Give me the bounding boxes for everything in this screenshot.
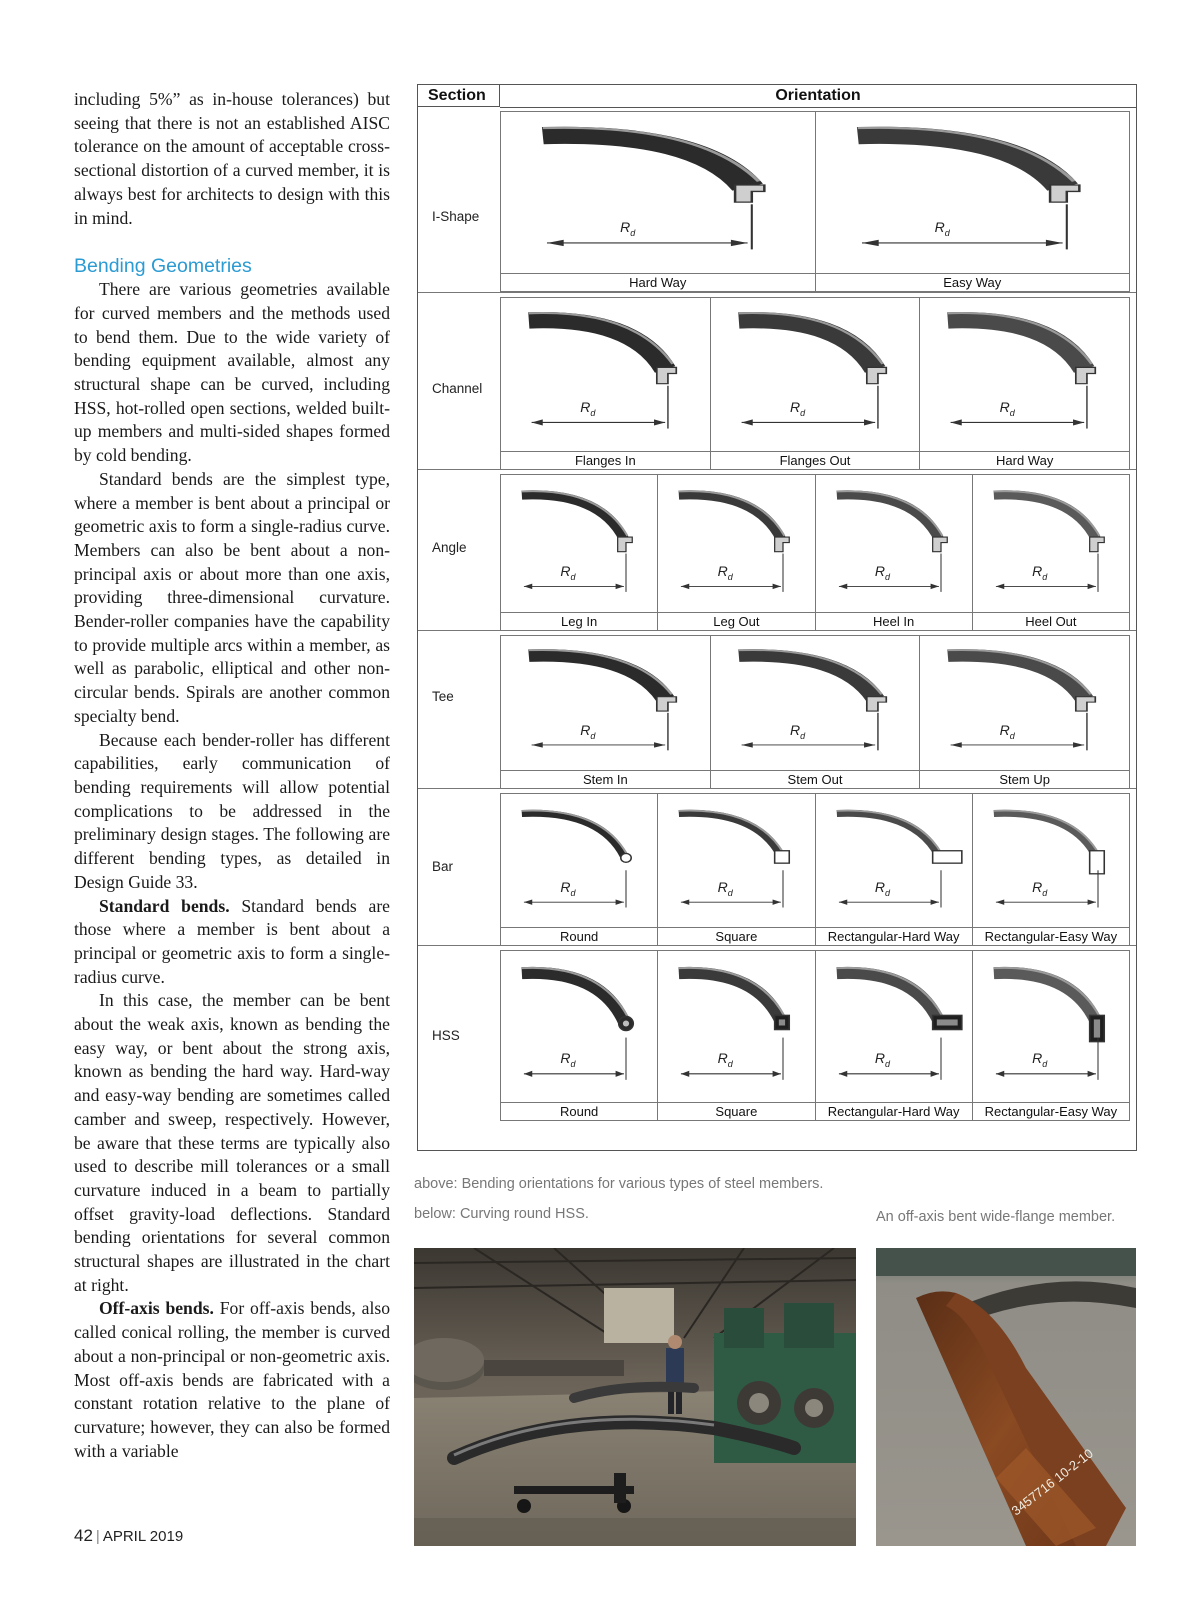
orientation-label: Square xyxy=(658,1102,814,1120)
radius-symbol: R xyxy=(999,721,1010,738)
orientation-label: Leg In xyxy=(501,612,657,630)
bent-member-illustration xyxy=(711,636,920,770)
radius-label xyxy=(718,879,733,898)
article-column xyxy=(74,88,390,1463)
bent-member-illustration xyxy=(973,794,1129,927)
radius-label xyxy=(1032,1050,1047,1069)
radius-label xyxy=(875,563,890,582)
orientation-label: Stem Out xyxy=(711,770,920,788)
radius-subscript: d xyxy=(590,730,596,741)
radius-subscript: d xyxy=(590,407,596,418)
bent-member-illustration xyxy=(816,112,1130,273)
orientation-cells xyxy=(500,474,1130,631)
radius-subscript: d xyxy=(944,227,950,238)
orientation-cells xyxy=(500,635,1130,789)
radius-subscript: d xyxy=(1009,730,1015,741)
orientation-cell xyxy=(920,636,1129,788)
illustration-area xyxy=(658,951,814,1102)
bent-member-illustration xyxy=(501,951,657,1102)
illustration-area xyxy=(658,475,814,612)
page-folio xyxy=(74,1526,183,1546)
bent-member-illustration xyxy=(501,636,710,770)
radius-symbol: R xyxy=(874,563,885,580)
chart-row xyxy=(418,788,1136,946)
radius-label xyxy=(875,1050,890,1069)
radius-subscript: d xyxy=(1009,407,1015,418)
radius-symbol: R xyxy=(580,721,591,738)
radius-label xyxy=(560,879,575,898)
chart-row xyxy=(418,292,1136,470)
page-number: 42 xyxy=(74,1526,93,1545)
orientation-cell xyxy=(816,951,973,1120)
radius-symbol: R xyxy=(717,1049,728,1066)
illustration-area xyxy=(973,951,1129,1102)
radius-symbol: R xyxy=(874,878,885,895)
bent-member-illustration xyxy=(920,636,1129,770)
illustration-area xyxy=(501,951,657,1102)
paragraph xyxy=(74,895,390,990)
radius-label xyxy=(935,219,950,238)
paragraph: There are various geometries available for curved members and the methods used to bend them. Due to the wide variety of bending equipment available, almost any structural shape can be curved, including HSS, hot-rolled open sections, welded built-up members and multi-sided shapes formed by cold bending. xyxy=(74,279,390,466)
radius-symbol: R xyxy=(620,218,631,235)
illustration-area xyxy=(711,298,920,451)
radius-label xyxy=(875,879,890,898)
radius-label xyxy=(718,1050,733,1069)
caption-below: below: Curving round HSS. xyxy=(414,1206,589,1222)
orientation-label: Round xyxy=(501,1102,657,1120)
issue-date: APRIL 2019 xyxy=(102,1528,184,1545)
orientation-label: Stem In xyxy=(501,770,710,788)
illustration-area xyxy=(920,636,1129,770)
illustration-area xyxy=(816,951,972,1102)
illustration-area xyxy=(501,794,657,927)
radius-subscript: d xyxy=(727,1058,733,1069)
illustration-area xyxy=(920,298,1129,451)
orientation-cell xyxy=(816,794,973,945)
radius-subscript: d xyxy=(1042,571,1048,582)
orientation-label: Easy Way xyxy=(816,273,1130,291)
orientation-cell xyxy=(501,475,658,630)
caption-above: above: Bending orientations for various types of steel members. xyxy=(414,1176,824,1192)
radius-subscript: d xyxy=(570,887,576,898)
section-column-header: Section xyxy=(418,85,500,107)
radius-symbol: R xyxy=(934,218,945,235)
radius-symbol: R xyxy=(1032,878,1043,895)
orientation-cell xyxy=(658,794,815,945)
paragraph: Standard bends are the simplest type, where a member is bent about a principal or geometric axis to form a single-radius curve. Members can also be bent about a non-principal axis or about more than one axis, providing three-dimensional curvature. Bender-roller companies have the capability to provide multiple arcs within a member, as well as parabolic, elliptical and other non-circular bends. Spirals are another common specialty bend. xyxy=(74,468,390,726)
radius-label xyxy=(1032,563,1047,582)
bent-member-illustration xyxy=(973,951,1129,1102)
bent-member-illustration xyxy=(816,475,972,612)
section-label: I-Shape xyxy=(432,209,480,224)
caption-right: An off-axis bent wide-flange member. xyxy=(876,1209,1116,1225)
bent-member-illustration xyxy=(501,794,657,927)
radius-subscript: d xyxy=(570,571,576,582)
radius-subscript: d xyxy=(1042,887,1048,898)
orientation-cells xyxy=(500,950,1130,1121)
radius-label xyxy=(560,1050,575,1069)
bent-member-illustration xyxy=(816,794,972,927)
orientation-cell xyxy=(973,475,1129,630)
illustration-area xyxy=(658,794,814,927)
orientation-cell xyxy=(711,636,921,788)
paragraph: In this case, the member can be bent about the weak axis, known as bending the easy way, or bent about the strong axis, known as bending the hard way. Hard-way and easy-way bending are sometimes called camber and sweep, respectively. However, be aware that these terms are typically also used to describe mill tolerances or a small curvature induced in a beam to partially offset gravity-load deflections. Standard bending orientations for several common structural shapes are illustrated in the chart at right. xyxy=(74,990,390,1295)
illustration-area xyxy=(501,475,657,612)
illustration-area xyxy=(973,475,1129,612)
orientation-label: Leg Out xyxy=(658,612,814,630)
radius-subscript: d xyxy=(885,1058,891,1069)
run-in-heading: Off-axis bends. xyxy=(99,1298,214,1319)
chart-row xyxy=(418,107,1136,292)
run-in-heading: Standard bends. xyxy=(99,895,230,916)
orientation-label: Heel Out xyxy=(973,612,1129,630)
bent-member-illustration xyxy=(973,475,1129,612)
bent-member-illustration xyxy=(920,298,1129,451)
orientation-cells xyxy=(500,793,1130,946)
radius-subscript: d xyxy=(727,571,733,582)
radius-symbol: R xyxy=(560,1049,571,1066)
illustration-area xyxy=(816,475,972,612)
orientation-cell xyxy=(658,951,815,1120)
orientation-cell xyxy=(501,112,816,291)
radius-label xyxy=(790,399,805,418)
radius-subscript: d xyxy=(800,730,806,741)
section-label: Angle xyxy=(432,540,467,555)
radius-symbol: R xyxy=(717,563,728,580)
illustration-area xyxy=(973,794,1129,927)
illustration-area xyxy=(711,636,920,770)
radius-subscript: d xyxy=(570,1058,576,1069)
photo-curving-round-hss xyxy=(414,1248,856,1546)
illustration-area xyxy=(501,112,815,273)
bent-member-illustration xyxy=(501,298,710,451)
illustration-area xyxy=(816,112,1130,273)
orientation-label: Rectangular-Hard Way xyxy=(816,1102,972,1120)
radius-subscript: d xyxy=(885,887,891,898)
orientation-cell xyxy=(501,298,711,469)
bent-member-illustration xyxy=(816,951,972,1102)
orientation-cell xyxy=(973,794,1129,945)
radius-symbol: R xyxy=(717,878,728,895)
paragraph-text: Standard bends are those where a member is bent about a principal or geometric axis to form a single-radius curve. xyxy=(74,895,390,987)
orientation-label: Heel In xyxy=(816,612,972,630)
section-label: HSS xyxy=(432,1028,460,1043)
orientation-cell xyxy=(711,298,921,469)
bending-orientation-chart xyxy=(417,84,1137,1151)
radius-label xyxy=(560,563,575,582)
section-heading: Bending Geometries xyxy=(74,255,252,278)
photo-off-axis-wide-flange xyxy=(876,1248,1136,1546)
orientation-cell xyxy=(501,636,711,788)
orientation-label: Round xyxy=(501,927,657,945)
orientation-label: Rectangular-Easy Way xyxy=(973,927,1129,945)
radius-symbol: R xyxy=(560,878,571,895)
radius-label xyxy=(620,219,635,238)
orientation-cell xyxy=(501,951,658,1120)
orientation-label: Flanges In xyxy=(501,451,710,469)
orientation-cell xyxy=(501,794,658,945)
radius-symbol: R xyxy=(789,398,801,415)
section-label: Channel xyxy=(432,381,483,396)
orientation-cells xyxy=(500,297,1130,470)
radius-label xyxy=(580,399,595,418)
orientation-label: Rectangular-Easy Way xyxy=(973,1102,1129,1120)
orientation-label: Hard Way xyxy=(501,273,815,291)
bent-member-illustration xyxy=(658,475,814,612)
orientation-label: Rectangular-Hard Way xyxy=(816,927,972,945)
chart-row xyxy=(418,630,1136,789)
member-marking: 3457716 10-2-10 xyxy=(1008,1445,1096,1519)
radius-subscript: d xyxy=(630,227,636,238)
radius-label xyxy=(1032,879,1047,898)
radius-symbol: R xyxy=(999,398,1010,415)
radius-symbol: R xyxy=(1032,1049,1043,1066)
paragraph: Because each bender-roller has different capabilities, early communication of bending requirements will allow potential complications to be addressed in the preliminary design stages. The following are different bending types, as detailed in Design Guide 33. xyxy=(74,729,390,892)
illustration-area xyxy=(501,636,710,770)
orientation-column-header: Orientation xyxy=(500,85,1136,108)
radius-label xyxy=(580,722,595,741)
radius-subscript: d xyxy=(1042,1058,1048,1069)
radius-subscript: d xyxy=(800,407,806,418)
radius-label xyxy=(1000,722,1015,741)
orientation-cell xyxy=(658,475,815,630)
orientation-label: Square xyxy=(658,927,814,945)
section-label: Bar xyxy=(432,859,454,874)
bent-member-illustration xyxy=(501,475,657,612)
chart-row xyxy=(418,945,1136,1121)
radius-subscript: d xyxy=(885,571,891,582)
orientation-cell xyxy=(816,475,973,630)
illustration-area xyxy=(501,298,710,451)
paragraph: including 5%” as in-house tolerances) but seeing that there is not an established AISC tolerance on the amount of acceptable cross-sectional distortion of a curved member, it is always best for architects to design with this in mind. xyxy=(74,89,390,228)
section-label: Tee xyxy=(432,689,454,704)
chart-row xyxy=(418,469,1136,631)
orientation-cell xyxy=(920,298,1129,469)
bent-member-illustration xyxy=(501,112,815,273)
bent-member-illustration xyxy=(711,298,920,451)
radius-label xyxy=(790,722,805,741)
radius-subscript: d xyxy=(727,887,733,898)
radius-symbol: R xyxy=(874,1049,885,1066)
radius-symbol: R xyxy=(789,721,801,738)
orientation-label: Flanges Out xyxy=(711,451,920,469)
radius-symbol: R xyxy=(560,563,571,580)
orientation-cells xyxy=(500,111,1130,292)
paragraph-text: For off-axis bends, also called conical rolling, the member is curved about a non-principal or non-geometric axis. Most off-axis bends are fabricated with a constant rotation relative to the plane of curvature; however, they can also be formed with a variable xyxy=(74,1298,390,1461)
orientation-cell xyxy=(816,112,1130,291)
illustration-area xyxy=(816,794,972,927)
folio-separator: | xyxy=(95,1528,100,1545)
radius-symbol: R xyxy=(1032,563,1043,580)
bent-member-illustration xyxy=(658,951,814,1102)
radius-label xyxy=(718,563,733,582)
radius-symbol: R xyxy=(580,398,591,415)
orientation-label: Stem Up xyxy=(920,770,1129,788)
paragraph xyxy=(74,1297,390,1463)
bent-member-illustration xyxy=(658,794,814,927)
radius-label xyxy=(1000,399,1015,418)
orientation-label: Hard Way xyxy=(920,451,1129,469)
orientation-cell xyxy=(973,951,1129,1120)
